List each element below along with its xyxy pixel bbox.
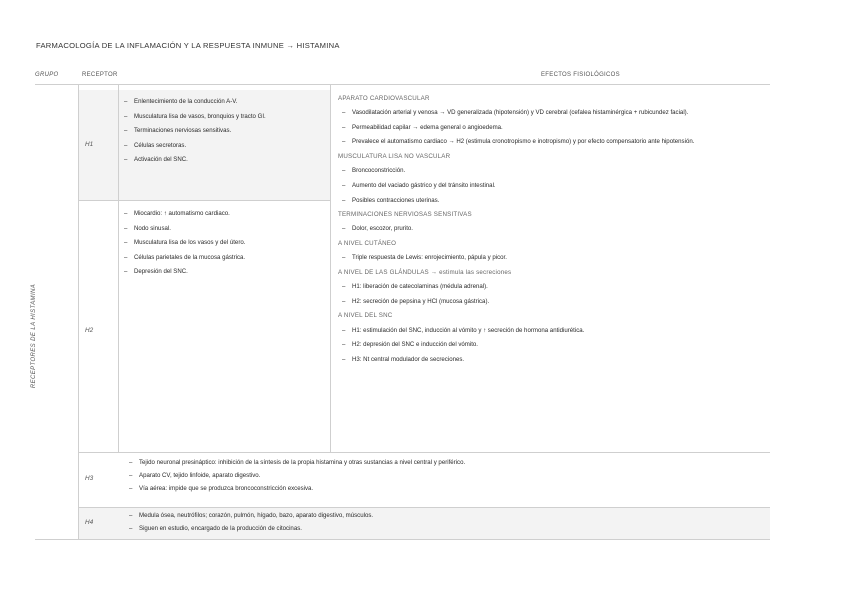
receptor-column-divider	[118, 84, 119, 452]
list-item: – Siguen en estudio, encargado de la producción de citocinas.	[128, 525, 768, 533]
group-column-divider	[78, 84, 79, 540]
receptor-h3-label: H3	[85, 475, 94, 482]
h2-h3-divider	[78, 452, 770, 453]
h1-h2-divider	[78, 200, 330, 201]
effects-heading: TERMINACIONES NERVIOSAS SENSITIVAS	[338, 211, 472, 219]
list-item: – Posibles contracciones uterinas.	[338, 197, 770, 205]
list-item: – Enlentecimiento de la conducción A-V.	[123, 98, 323, 106]
list-item: – Aumento del vaciado gástrico y del tránsito intestinal.	[338, 182, 770, 190]
list-item: – Terminaciones nerviosas sensitivas.	[123, 127, 323, 135]
list-item: – Miocardio: ↑ automatismo cardiaco.	[123, 210, 328, 218]
list-item: – H1: liberación de catecolaminas (médula adrenal).	[338, 283, 770, 291]
effects-heading: A NIVEL DE LAS GLÁNDULAS → estimula las secreciones	[338, 268, 512, 276]
effects-heading: A NIVEL DEL SNC	[338, 312, 393, 320]
receptor-h2-label: H2	[85, 327, 94, 334]
list-item: – Nodo sinusal.	[123, 225, 328, 233]
list-item: – Células secretoras.	[123, 142, 323, 150]
h2-items	[123, 210, 328, 283]
h4-items	[128, 512, 768, 538]
effects-panel	[338, 95, 770, 371]
list-item: – H1: estimulación del SNC, inducción al vómito y ↑ secreción de hormona antidiurética.	[338, 327, 770, 335]
h3-h4-divider	[78, 507, 770, 508]
h3-items	[128, 459, 768, 498]
effects-heading: MUSCULATURA LISA NO VASCULAR	[338, 153, 451, 161]
list-item: – Células parietales de la mucosa gástrica.	[123, 254, 328, 262]
list-item: – Prevalece el automatismo cardiaco → H2 (estimula cronotropismo e inotropismo) y por efecto compensatorio ante hipotensión.	[338, 138, 770, 146]
list-item: – Triple respuesta de Lewis: enrojecimiento, pápula y picor.	[338, 254, 770, 262]
bottom-border	[35, 539, 770, 540]
group-label: RECEPTORES DE LA HISTAMINA	[31, 283, 37, 389]
list-item: – Medula ósea, neutrófilos; corazón, pulmón, hígado, bazo, aparato digestivo, músculos.	[128, 512, 768, 520]
list-item: – H3: Nt central modulador de secreciones.	[338, 356, 770, 364]
h1-items	[123, 98, 323, 171]
list-item: – Activación del SNC.	[123, 156, 323, 164]
list-item: – Aparato CV, tejido linfoide, aparato digestivo.	[128, 472, 768, 480]
header-divider	[35, 84, 770, 85]
effects-heading: A NIVEL CUTÁNEO	[338, 240, 397, 248]
list-item: – Musculatura lisa de vasos, bronquios y tracto GI.	[123, 113, 323, 121]
effects-column-divider	[330, 84, 331, 452]
header-receptor: RECEPTOR	[82, 72, 118, 78]
list-item: – H2: secreción de pepsina y HCl (mucosa gástrica).	[338, 298, 770, 306]
list-item: – Dolor, escozor, prurito.	[338, 225, 770, 233]
list-item: – H2: depresión del SNC e inducción del vómito.	[338, 341, 770, 349]
list-item: – Tejido neuronal presináptico: inhibición de la síntesis de la propia histamina y otras sustancias a nivel central y periférico.	[128, 459, 768, 467]
list-item: – Broncoconstricción.	[338, 167, 770, 175]
list-item: – Musculatura lisa de los vasos y del útero.	[123, 239, 328, 247]
list-item: – Permeabilidad capilar → edema general o angioedema.	[338, 124, 770, 132]
header-grupo: GRUPO	[35, 72, 59, 78]
header-efectos: EFECTOS FISIOLÓGICOS	[541, 72, 620, 78]
list-item: – Depresión del SNC.	[123, 268, 328, 276]
effects-heading: APARATO CARDIOVASCULAR	[338, 95, 430, 102]
page-title: FARMACOLOGÍA DE LA INFLAMACIÓN Y LA RESPUESTA INMUNE → HISTAMINA	[36, 41, 340, 50]
receptor-h4-label: H4	[85, 519, 94, 526]
list-item: – Vía aérea: impide que se produzca broncoconstricción excesiva.	[128, 485, 768, 493]
receptor-h1-label: H1	[85, 141, 94, 148]
list-item: – Vasodilatación arterial y venosa → VD generalizada (hipotensión) y VD cerebral (cefalea histaminérgica + rubicundez facial).	[338, 109, 770, 117]
